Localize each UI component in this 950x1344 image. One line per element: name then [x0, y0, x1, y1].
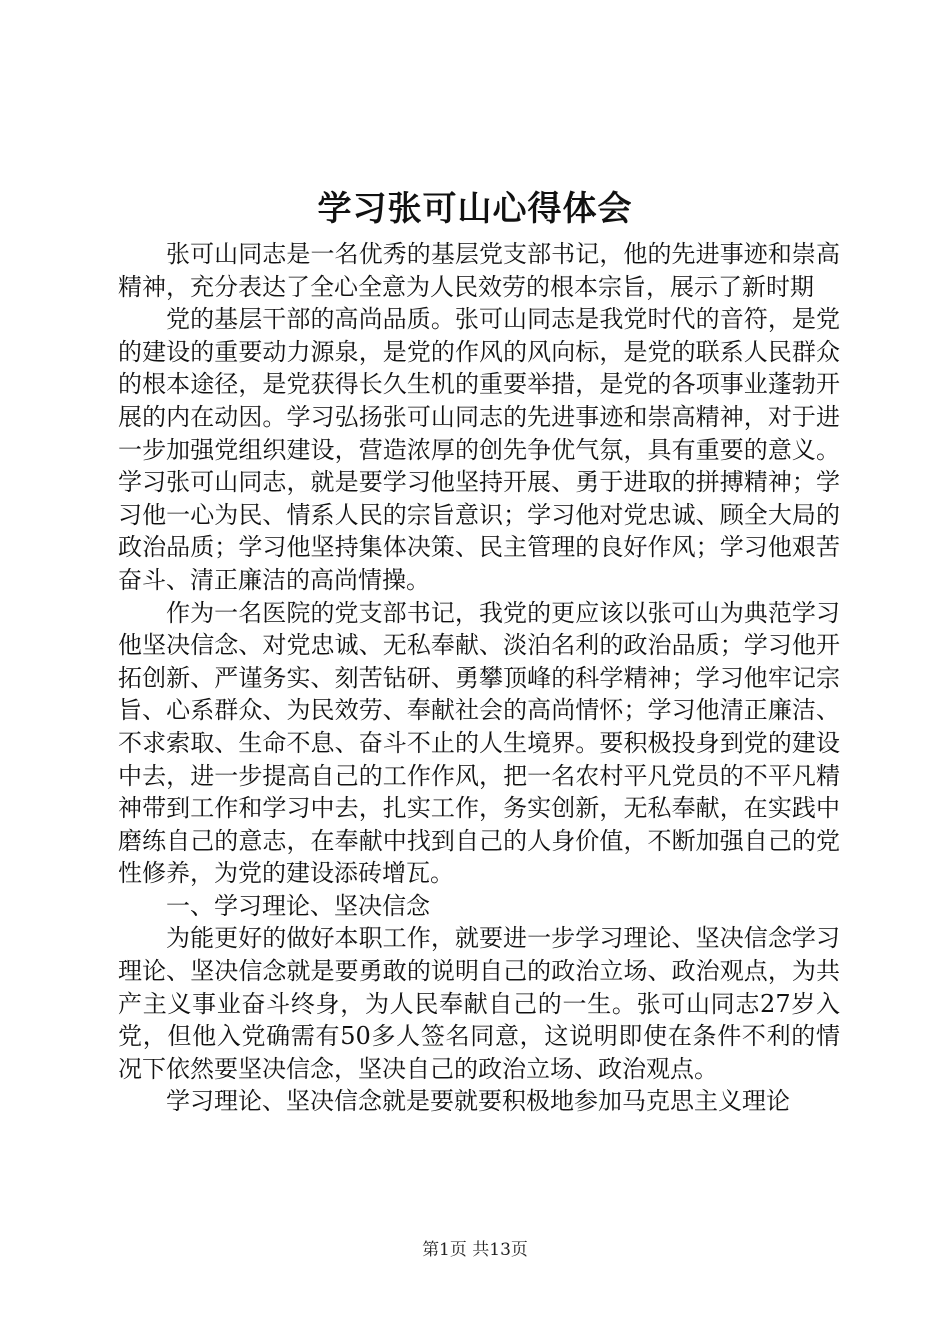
paragraph-role-model: 作为一名医院的党支部书记，我党的更应该以张可山为典范学习他坚决信念、对党忠诚、无私奉献、淡泊名利的政治品质；学习他开拓创新、严谨务实、刻苦钻研、勇攀顶峰的科学精神；学习他牢记宗旨、心系群众、为民效劳、奉献社会的高尚情怀；学习他清正廉洁、不求索取、生命不息、奋斗不止的人生境界。要积极投身到党的建设中去，进一步提高自己的工作作风，把一名农村平凡党员的不平凡精神带到工作和学习中去，扎实工作，务实创新，无私奉献，在实践中磨练自己的意志，在奉献中找到自己的人身价值，不断加强自己的党性修养，为党的建设添砖增瓦。	[118, 598, 840, 888]
page-footer: 第1页 共13页	[422, 1240, 528, 1260]
paragraph-qualities: 党的基层干部的高尚品质。张可山同志是我党时代的音符，是党的建设的重要动力源泉，是党的作风的风向标，是党的联系人民群众的根本途径，是党获得长久生机的重要举措，是党的各项事业蓬勃开展的内在动因。学习弘扬张可山同志的先进事迹和崇高精神，对于进一步加强党组织建设，营造浓厚的创先争优气氛，具有重要的意义。学习张可山同志，就是要学习他坚持开展、勇于进取的拼搏精神；学习他一心为民、情系人民的宗旨意识；学习他对党忠诚、顾全大局的政治品质；学习他坚持集体决策、民主管理的良好作风；学习他艰苦奋斗、清正廉洁的高尚情操。	[118, 305, 840, 594]
paragraph-continued: 学习理论、坚决信念就是要就要积极地参加马克思主义理论	[166, 1087, 790, 1116]
section-heading: 一、学习理论、坚决信念	[166, 891, 430, 920]
document-title: 学习张可山心得体会	[317, 189, 633, 229]
paragraph-intro: 张可山同志是一名优秀的基层党支部书记，他的先进事迹和崇高精神，充分表达了全心全意为人民效劳的根本宗旨，展示了新时期	[118, 240, 840, 301]
document-body	[118, 238, 840, 1118]
paragraph-theory: 为能更好的做好本职工作，就要进一步学习理论、坚决信念学习理论、坚决信念就是要勇敢的说明自己的政治立场、政治观点，为共产主义事业奋斗终身，为人民奉献自己的一生。张可山同志27岁入党，但他入党确需有50多人签名同意，这说明即使在条件不利的情况下依然要坚决信念，坚决自己的政治立场、政治观点。	[118, 924, 840, 1083]
